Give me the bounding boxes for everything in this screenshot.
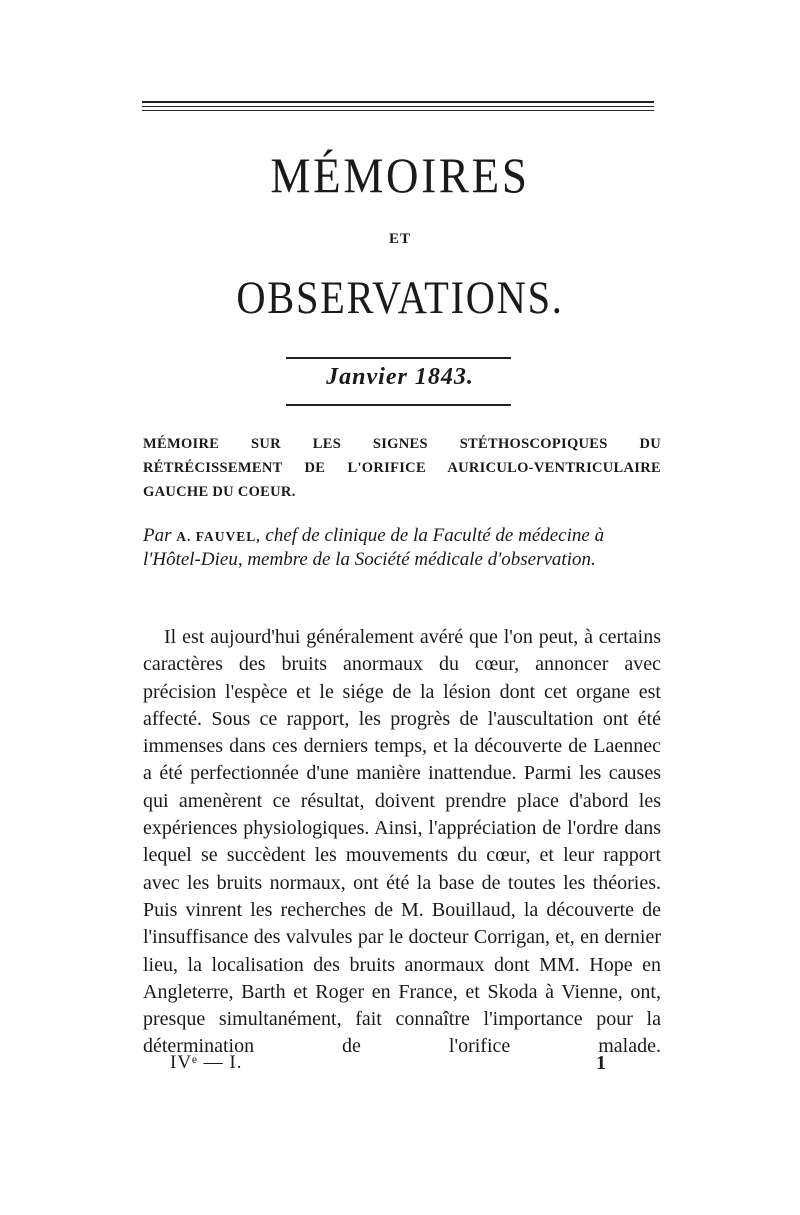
body-paragraph: Il est aujourd'hui généralement avéré que l'on peut, à certains caractères des bruits anormaux du cœur, annoncer avec précision l'espèce et le siége de la lésion dont cet organe est affecté. Sous ce rapport, les progrès de l'auscultation ont été immenses dans ces derniers temps, et la découverte de Laennec a été perfectionnée d'une manière inattendue. Parmi les causes qui amenèrent ce résultat, doivent prendre place d'abord les expériences physiologiques. Ainsi, l'appréciation de l'ordre dans lequel se succèdent les mouvements du cœur, et leur rapport avec les bruits normaux, ont été la base de toutes les théories. Puis vinrent les recherches de M. Bouillaud, la découverte de l'insuffisance des valvules par le docteur Corrigan, et, en dernier lieu, la localisation des bruits anormaux dont MM. Hope en Angleterre, Barth et Roger en France, et Skoda à Vienne, ont, presque simultanément, fait connaître l'importance pour la détermination de l'orifice malade. [143,626,661,1058]
page-number: 1 [596,1052,606,1074]
date-rule-bottom [286,404,511,406]
printer-signature: IVᵉ — I. [170,1052,243,1073]
author-line [143,524,663,571]
header-rule-thick [142,101,654,103]
header-rule-thin [142,106,654,107]
author-prefix: Par [143,525,172,546]
section-heading-memoires: MÉMOIRES [270,147,530,203]
article-body [143,624,661,1061]
date-rule-top [286,357,511,359]
issue-date: Janvier 1843. [326,364,474,390]
header-rule-thin [142,110,654,111]
section-heading-et: ET [388,231,411,247]
author-affiliation: chef de clinique de la Faculté de médecine à l'Hôtel-Dieu, membre de la Société médicale d'observation. [143,525,605,570]
author-name: A. FAUVEL, [176,529,261,544]
article-title: MÉMOIRE SUR LES SIGNES STÉTHOSCOPIQUES DU RÉTRÉCISSEMENT DE L'ORIFICE AURICULO-VENTRICULAIRE GAUCHE DU COEUR. [143,436,661,500]
section-heading-observations: OBSERVATIONS. [236,272,564,324]
